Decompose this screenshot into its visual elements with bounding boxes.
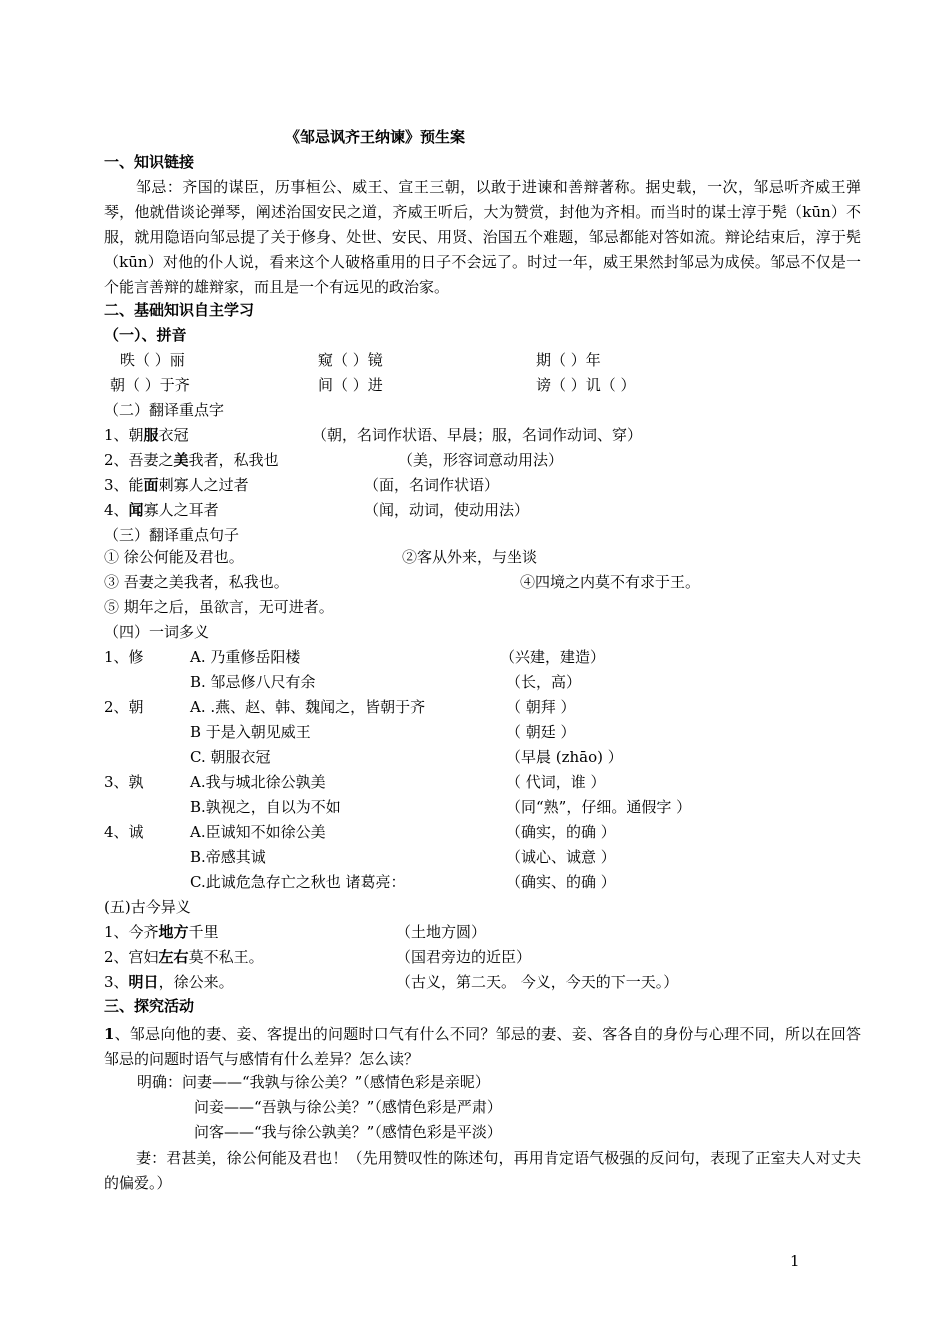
ancient-note: （古义，第二天。 今义，今天的下一天。）	[396, 973, 679, 991]
page-title: 《邹忌讽齐王纳谏》预生案	[285, 128, 466, 146]
polysemy-example: A.我与城北徐公孰美	[190, 773, 326, 791]
answer-line: 明确：问妻——“我孰与徐公美？”（感情色彩是亲昵）	[137, 1073, 490, 1091]
polysemy-example: B. 邹忌修八尺有余	[190, 673, 316, 691]
sentence-item: ① 徐公何能及君也。	[104, 548, 244, 566]
ancient-item: 3、明日，徐公来。	[104, 973, 234, 991]
keyword-item: 2、吾妻之美我者，私我也	[104, 451, 279, 469]
polysemy-label: 4、诚	[104, 823, 144, 841]
polysemy-meaning: （同“熟”，仔细。通假字 ）	[506, 798, 692, 816]
question-number: 1	[104, 1025, 115, 1043]
section1-text: 邹忌：齐国的谋臣，历事桓公、威王、宣王三朝，以敢于进谏和善辩著称。据史载，一次，邹忌听齐威王弹琴，他就借谈论弹琴，阐述治国安民之道，齐威王听后，大为赞赏，封他为齐相。而当时的谋士淳于髡（kūn）不服，就用隐语向邹忌提了关于修身、处世、安民、用贤、治国五个难题，邹忌都能对答如流。辩论结束后，淳于髡（kūn）对他的仆人说，看来这个人破格重用的日子不会远了。时过一年，威王果然封邹忌为成侯。邹忌不仅是一个能言善辩的雄辩家，而且是一个有远见的政治家。	[104, 178, 861, 296]
polysemy-meaning: （确实、的确 ）	[506, 873, 616, 891]
answer-line: 问妾——“吾孰与徐公美？”（感情色彩是严肃）	[194, 1098, 502, 1116]
pinyin-item: 期（ ）年	[536, 351, 601, 369]
sentence-item: ④四境之内莫不有求于王。	[520, 573, 701, 591]
pinyin-item: 窥（ ）镜	[318, 351, 383, 369]
pinyin-item: 昳（ ）丽	[120, 351, 185, 369]
pinyin-item: 间（ ）进	[318, 376, 383, 394]
sentence-item: ③ 吾妻之美我者，私我也。	[104, 573, 289, 591]
question-1	[104, 1022, 861, 1072]
keyword-highlight: 闻	[128, 501, 144, 519]
polysemy-meaning: （ 朝拜 ）	[506, 698, 576, 716]
polysemy-meaning: （ 朝廷 ）	[506, 723, 576, 741]
polysemy-label: 3、孰	[104, 773, 144, 791]
keyword-item: 3、能面刺寡人之过者	[104, 476, 249, 494]
ancient-highlight: 地方	[158, 923, 189, 941]
keywords-heading: （二）翻译重点字	[104, 401, 225, 419]
answer-line: 问客——“我与徐公孰美？”（感情色彩是平淡）	[194, 1123, 502, 1141]
sentence-item: ②客从外来，与坐谈	[402, 548, 538, 566]
ancient-highlight: 明日	[128, 973, 159, 991]
wife-answer-text: 妻：君甚美，徐公何能及君也！（先用赞叹性的陈述句，再用肯定语气极强的反问句，表现了正室夫人对丈夫的偏爱。）	[104, 1149, 861, 1192]
keyword-note: （美，形容词意动用法）	[398, 451, 564, 469]
section2-heading: 二、基础知识自主学习	[104, 301, 255, 319]
pinyin-heading: （一）、拼音	[104, 326, 187, 344]
keyword-note: （闻，动词，使动用法）	[364, 501, 530, 519]
ancient-heading: (五)古今异义	[104, 898, 191, 916]
keyword-highlight: 服	[143, 426, 159, 444]
section3-heading: 三、探究活动	[104, 997, 195, 1015]
sentences-heading: （三）翻译重点句子	[104, 526, 240, 544]
polysemy-meaning: （诚心、诚意 ）	[506, 848, 616, 866]
ancient-note: （国君旁边的近臣）	[396, 948, 532, 966]
keyword-note: （面，名词作状语）	[364, 476, 500, 494]
ancient-item: 1、今齐地方千里	[104, 923, 219, 941]
ancient-highlight: 左右	[158, 948, 189, 966]
polysemy-label: 2、朝	[104, 698, 144, 716]
pinyin-item: 朝（ ）于齐	[110, 376, 190, 394]
keyword-item: 1、朝服衣冠	[104, 426, 189, 444]
polysemy-heading: （四）一词多义	[104, 623, 210, 641]
ancient-note: （土地方圆）	[396, 923, 487, 941]
polysemy-example: A.臣诚知不如徐公美	[190, 823, 326, 841]
polysemy-example: B.帝感其诚	[190, 848, 266, 866]
polysemy-meaning: （早晨 (zhāo) ）	[506, 748, 623, 766]
keyword-highlight: 面	[143, 476, 159, 494]
polysemy-example: C. 朝服衣冠	[190, 748, 271, 766]
keyword-highlight: 美	[173, 451, 189, 469]
section1-paragraph	[104, 175, 861, 300]
polysemy-example: B 于是入朝见威王	[190, 723, 311, 741]
section1-heading: 一、知识链接	[104, 153, 195, 171]
page-number: 1	[790, 1252, 800, 1270]
polysemy-meaning: （ 代词，谁 ）	[506, 773, 606, 791]
keyword-item: 4、闻寡人之耳者	[104, 501, 219, 519]
polysemy-meaning: （确实，的确 ）	[506, 823, 616, 841]
sentence-item: ⑤ 期年之后，虽欲言，无可进者。	[104, 598, 334, 616]
polysemy-meaning: （长，高）	[506, 673, 582, 691]
polysemy-example: A. .燕、赵、韩、魏闻之，皆朝于齐	[190, 698, 426, 716]
keyword-note: （朝，名词作状语、早晨；服，名词作动词、穿）	[312, 426, 643, 444]
polysemy-meaning: （兴建，建造）	[500, 648, 606, 666]
polysemy-example: B.孰视之，自以为不如	[190, 798, 341, 816]
polysemy-example: C.此诚危急存亡之秋也 诸葛亮：	[190, 873, 406, 891]
polysemy-example: A. 乃重修岳阳楼	[190, 648, 301, 666]
polysemy-label: 1、修	[104, 648, 144, 666]
pinyin-item: 谤（ ）讥（ ）	[536, 376, 636, 394]
wife-answer	[104, 1146, 861, 1196]
ancient-item: 2、宫妇左右莫不私王。	[104, 948, 264, 966]
question-text: 、邹忌向他的妻、妾、客提出的问题时口气有什么不同？邹忌的妻、妾、客各自的身份与心理不同，所以在回答邹忌的问题时语气与感情有什么差异？怎么读？	[104, 1025, 861, 1068]
